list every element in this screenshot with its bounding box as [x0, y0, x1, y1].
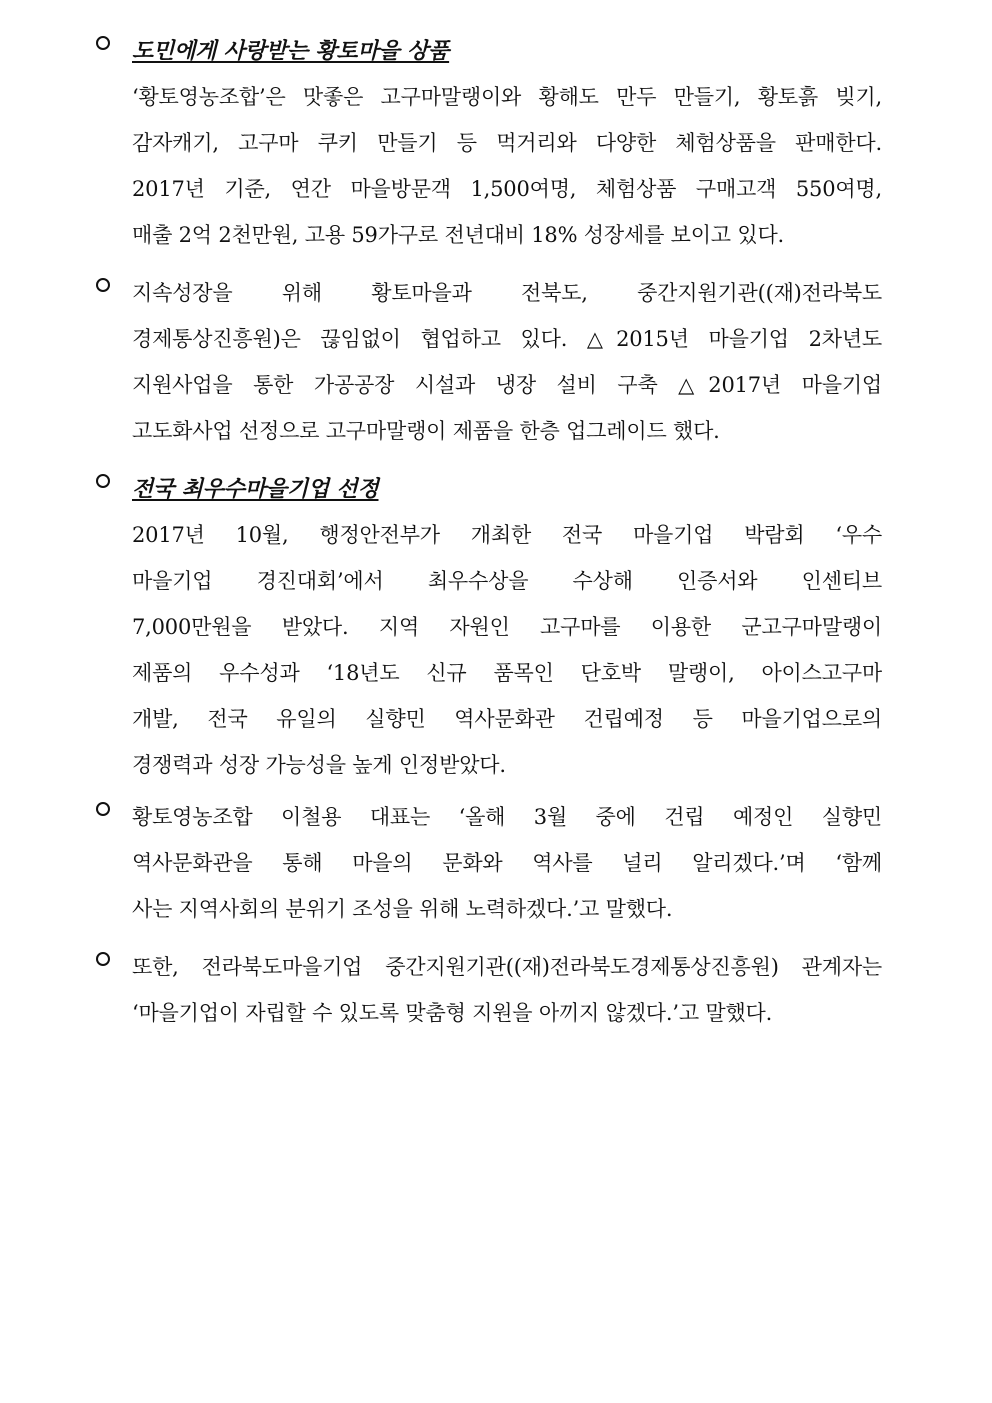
- section-3: [96, 466, 882, 788]
- circle-bullet-icon: [96, 474, 110, 488]
- paragraph-line: 7,000만원을 받았다. 지역 자원인 고구마를 이용한 군고구마말랭이: [132, 615, 883, 639]
- paragraph-line: 사는 지역사회의 분위기 조성을 위해 노력하겠다.’고 말했다.: [132, 897, 673, 921]
- paragraph-line: 제품의 우수성과 ‘18년도 신규 품목인 단호박 말랭이, 아이스고구마: [132, 661, 882, 685]
- paragraph-line: 지원사업을 통한 가공공장 시설과 냉장 설비 구축 △2017년 마을기업: [132, 373, 882, 397]
- section-1-body: [132, 28, 882, 258]
- circle-bullet-icon: [96, 952, 110, 966]
- section-2: [96, 270, 882, 454]
- section-4: [96, 794, 882, 932]
- paragraph-line: 감자캐기, 고구마 쿠키 만들기 등 먹거리와 다양한 체험상품을 판매한다.: [132, 131, 882, 155]
- section-1: [96, 28, 882, 258]
- section-3-heading: 전국 최우수마을기업 선정: [132, 476, 379, 502]
- paragraph-line: 고도화사업 선정으로 고구마말랭이 제품을 한층 업그레이드 했다.: [132, 419, 720, 443]
- section-2-body: [132, 270, 882, 454]
- paragraph-line: 또한, 전라북도마을기업 중간지원기관((재)전라북도경제통상진흥원) 관계자는: [132, 955, 882, 979]
- section-5-body: [132, 944, 882, 1036]
- paragraph-line: ‘마을기업이 자립할 수 있도록 맞춤형 지원을 아끼지 않겠다.’고 말했다.: [132, 1001, 773, 1025]
- circle-bullet-icon: [96, 36, 110, 50]
- paragraph-line: 지속성장을 위해 황토마을과 전북도, 중간지원기관((재)전라북도: [132, 281, 882, 305]
- paragraph-line: 개발, 전국 유일의 실향민 역사문화관 건립예정 등 마을기업으로의: [132, 707, 882, 731]
- paragraph-line: 경제통상진흥원)은 끊임없이 협업하고 있다. △2015년 마을기업 2차년도: [132, 327, 882, 351]
- paragraph-line: 2017년 기준, 연간 마을방문객 1,500여명, 체험상품 구매고객 550여명,: [132, 177, 882, 201]
- paragraph-line: 마을기업 경진대회’에서 최우수상을 수상해 인증서와 인센티브: [132, 569, 882, 593]
- section-1-heading: 도민에게 사랑받는 황토마을 상품: [132, 38, 450, 64]
- section-3-body: [132, 466, 882, 788]
- paragraph-line: 역사문화관을 통해 마을의 문화와 역사를 널리 알리겠다.’며 ‘함께: [132, 851, 882, 875]
- paragraph-line: 경쟁력과 성장 가능성을 높게 인정받았다.: [132, 753, 506, 777]
- section-4-body: [132, 794, 882, 932]
- paragraph-line: 매출 2억 2천만원, 고용 59가구로 전년대비 18% 성장세를 보이고 있다.: [132, 223, 785, 247]
- paragraph-line: ‘황토영농조합’은 맛좋은 고구마말랭이와 황해도 만두 만들기, 황토흙 빚기,: [132, 85, 882, 109]
- paragraph-line: 2017년 10월, 행정안전부가 개최한 전국 마을기업 박람회 ‘우수: [132, 523, 882, 547]
- circle-bullet-icon: [96, 278, 110, 292]
- section-5: [96, 944, 882, 1036]
- paragraph-line: 황토영농조합 이철용 대표는 ‘올해 3월 중에 건립 예정인 실향민: [132, 805, 882, 829]
- circle-bullet-icon: [96, 802, 110, 816]
